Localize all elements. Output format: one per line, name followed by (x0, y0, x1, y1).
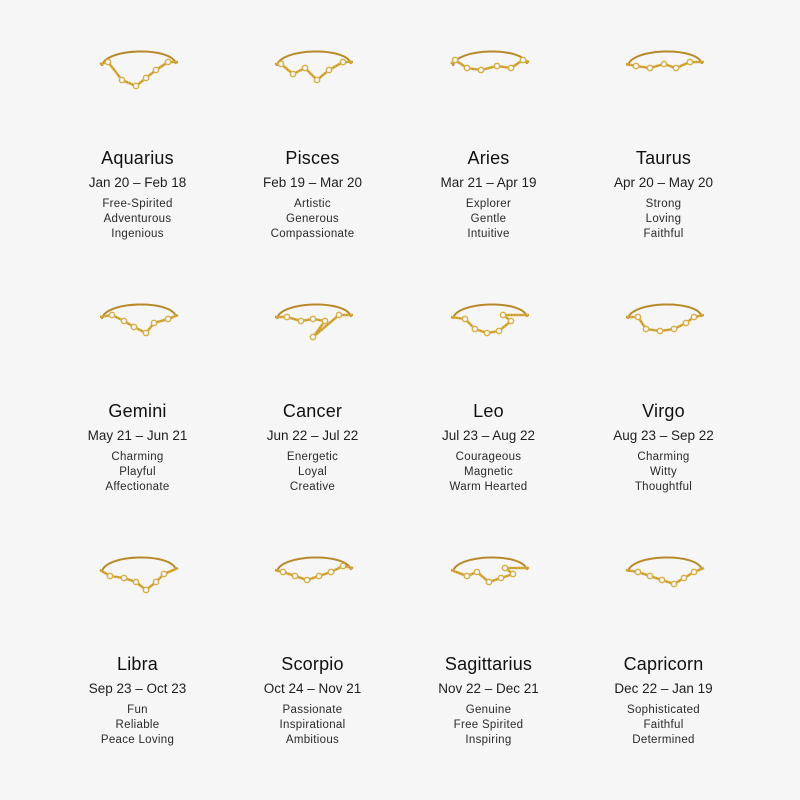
sign-trait: Energetic (286, 451, 339, 463)
sign-trait: Strong (645, 198, 682, 210)
sign-trait: Playful (119, 466, 156, 478)
sign-trait: Peace Loving (100, 734, 175, 746)
ring-icon (265, 40, 361, 100)
ring-icon (265, 293, 361, 353)
sign-trait: Intuitive (467, 228, 510, 240)
sign-card-capricorn[interactable] (576, 546, 751, 756)
ring-icon (616, 546, 712, 606)
sign-card-aquarius[interactable] (50, 40, 225, 250)
sign-trait: Ambitious (285, 734, 340, 746)
sign-card-scorpio[interactable] (225, 546, 400, 756)
sign-dates: Nov 22 – Dec 21 (438, 681, 539, 696)
sign-trait: Warm Hearted (449, 481, 528, 493)
sign-dates: Feb 19 – Mar 20 (262, 175, 363, 190)
ring-icon (265, 546, 361, 606)
sign-trait: Artistic (294, 198, 331, 210)
sign-trait: Faithful (643, 228, 684, 240)
sign-dates: Sep 23 – Oct 23 (88, 681, 187, 696)
sign-dates: Jul 23 – Aug 22 (441, 428, 536, 443)
sign-name: Virgo (642, 401, 685, 421)
sign-trait: Charming (637, 451, 690, 463)
sign-trait: Generous (286, 213, 339, 225)
sign-dates: Mar 21 – Apr 19 (440, 175, 537, 190)
ring-icon (441, 293, 537, 353)
sign-trait: Reliable (115, 719, 160, 731)
ring-icon (90, 40, 186, 100)
sign-trait: Gentle (470, 213, 507, 225)
sign-dates: Oct 24 – Nov 21 (263, 681, 362, 696)
sign-trait: Witty (649, 466, 678, 478)
sign-trait: Inspiring (465, 734, 512, 746)
sign-trait: Compassionate (270, 228, 355, 240)
sign-card-libra[interactable] (50, 546, 225, 756)
sign-name: Scorpio (281, 654, 344, 674)
sign-trait: Faithful (643, 719, 684, 731)
sign-trait: Fun (127, 704, 148, 716)
sign-name: Taurus (635, 148, 692, 168)
sign-dates: Aug 23 – Sep 22 (613, 428, 714, 443)
sign-dates: Jan 20 – Feb 18 (88, 175, 187, 190)
sign-trait: Passionate (282, 704, 343, 716)
ring-icon (441, 40, 537, 100)
sign-trait: Ingenious (111, 228, 164, 240)
sign-card-cancer[interactable] (225, 293, 400, 503)
sign-name: Leo (473, 401, 504, 421)
sign-dates: Jun 22 – Jul 22 (266, 428, 359, 443)
ring-icon (90, 546, 186, 606)
sign-name: Aquarius (101, 148, 174, 168)
sign-trait: Magnetic (463, 466, 514, 478)
sign-trait: Loyal (298, 466, 327, 478)
sign-card-sagittarius[interactable] (401, 546, 576, 756)
sign-name: Pisces (285, 148, 340, 168)
sign-card-pisces[interactable] (225, 40, 400, 250)
sign-name: Libra (116, 654, 159, 674)
sign-trait: Courageous (455, 451, 522, 463)
sign-trait: Affectionate (105, 481, 170, 493)
sign-dates: May 21 – Jun 21 (87, 428, 188, 443)
sign-trait: Loving (645, 213, 682, 225)
sign-trait: Charming (111, 451, 164, 463)
sign-trait: Determined (632, 734, 695, 746)
sign-name: Gemini (108, 401, 167, 421)
sign-card-virgo[interactable] (576, 293, 751, 503)
sign-trait: Free-Spirited (102, 198, 173, 210)
sign-card-taurus[interactable] (576, 40, 751, 250)
sign-name: Aries (467, 148, 510, 168)
sign-trait: Free Spirited (453, 719, 524, 731)
sign-trait: Adventurous (103, 213, 172, 225)
sign-card-gemini[interactable] (50, 293, 225, 503)
sign-trait: Thoughtful (634, 481, 693, 493)
sign-dates: Dec 22 – Jan 19 (614, 681, 713, 696)
sign-dates: Apr 20 – May 20 (613, 175, 714, 190)
sign-name: Sagittarius (444, 654, 533, 674)
ring-icon (90, 293, 186, 353)
ring-icon (616, 40, 712, 100)
sign-trait: Explorer (465, 198, 512, 210)
sign-trait: Creative (289, 481, 336, 493)
sign-trait: Sophisticated (627, 704, 700, 716)
ring-icon (616, 293, 712, 353)
sign-name: Capricorn (623, 654, 704, 674)
sign-card-leo[interactable] (401, 293, 576, 503)
sign-trait: Genuine (465, 704, 512, 716)
sign-trait: Inspirational (279, 719, 346, 731)
sign-name: Cancer (282, 401, 343, 421)
sign-card-aries[interactable] (401, 40, 576, 250)
ring-icon (441, 546, 537, 606)
